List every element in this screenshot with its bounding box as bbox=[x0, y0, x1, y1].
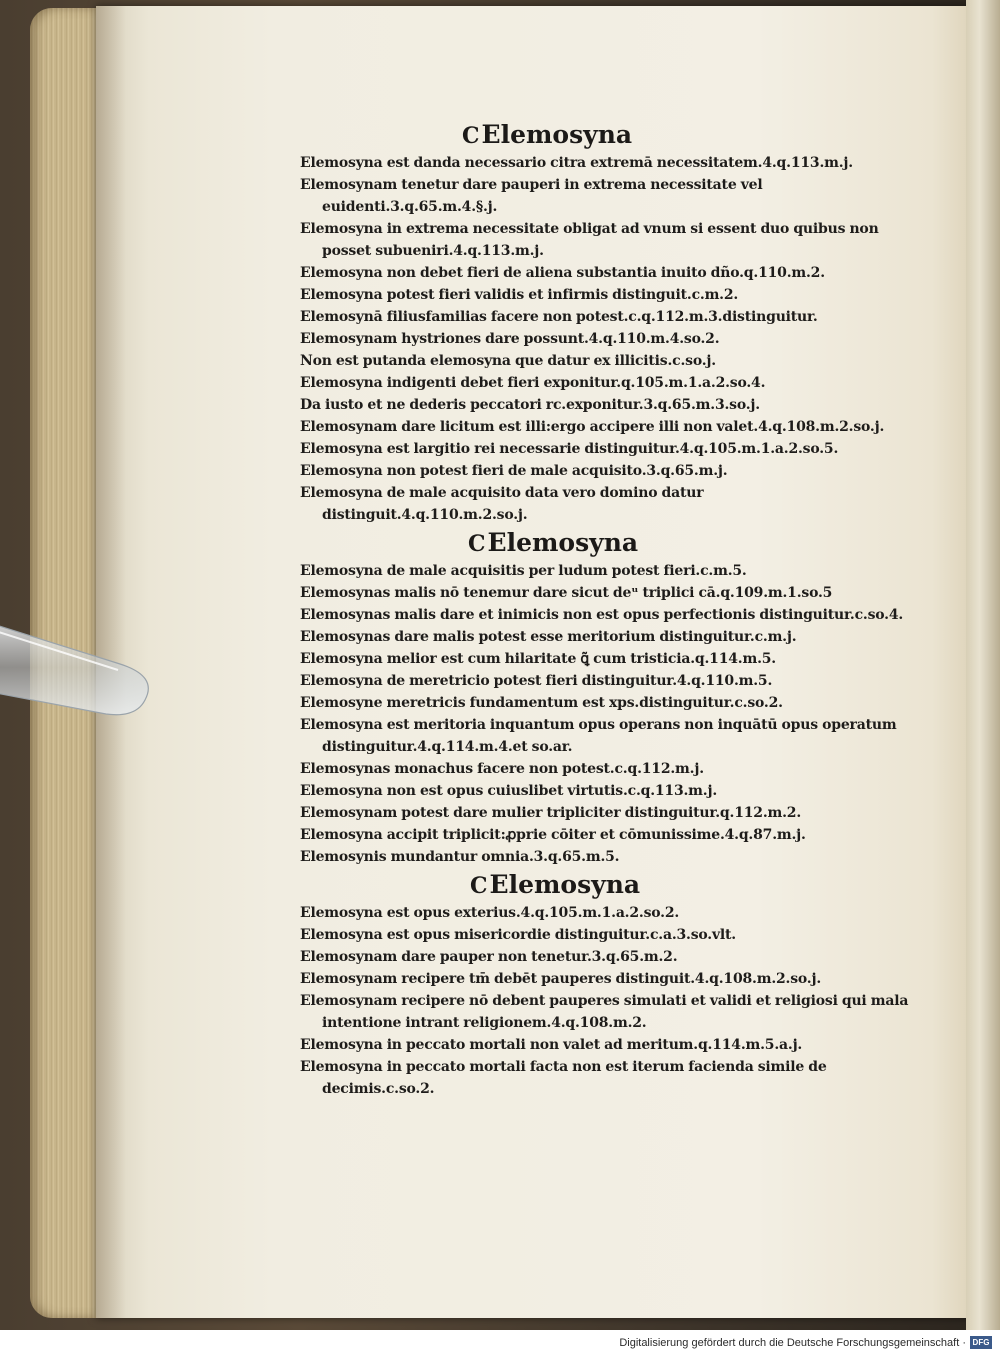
index-entry: Elemosyna non est opus cuiuslibet virtutis.c.q.113.m.j. bbox=[300, 783, 718, 799]
index-entry: Elemosynas malis dare et inimicis non est opus perfectionis distinguitur.c.so.4. bbox=[300, 607, 904, 623]
paragraph-mark: C bbox=[462, 123, 480, 149]
glass-bookmark bbox=[0, 620, 158, 720]
index-entry: Elemosynam recipere nō debent pauperes simulati et validi et religiosi qui mala intentione intrant religionem.4.q.108.m.2. bbox=[300, 993, 909, 1031]
index-entry: Elemosyna de meretricio potest fieri distinguitur.4.q.110.m.5. bbox=[300, 673, 773, 689]
index-entry: Elemosynam potest dare mulier tripliciter distinguitur.q.112.m.2. bbox=[300, 805, 801, 821]
index-entry: Elemosyna in peccato mortali facta non est iterum facienda simile de decimis.c.so.2. bbox=[300, 1059, 827, 1097]
section-heading-text: Elemosyna bbox=[481, 120, 633, 149]
index-entry: Elemosynam dare licitum est illi:ergo accipere illi non valet.4.q.108.m.2.so.j. bbox=[300, 419, 885, 435]
index-entry: Elemosyna accipit triplicit:ꝓprie cōiter et cōmunissime.4.q.87.m.j. bbox=[300, 827, 806, 843]
section-heading bbox=[300, 868, 912, 902]
index-entry: Elemosyna non debet fieri de aliena substantia inuito dño.q.110.m.2. bbox=[300, 265, 825, 281]
index-entry: Elemosyna est largitio rei necessarie distinguitur.4.q.105.m.1.a.2.so.5. bbox=[300, 441, 839, 457]
paragraph-mark: C bbox=[468, 531, 486, 557]
section-heading-text: Elemosyna bbox=[489, 870, 641, 899]
index-entry: Elemosyna non potest fieri de male acquisito.3.q.65.m.j. bbox=[300, 463, 728, 479]
opposite-page-edge bbox=[966, 0, 1000, 1330]
index-entry: Elemosynis mundantur omnia.3.q.65.m.5. bbox=[300, 849, 620, 865]
index-entry: Elemosynam hystriones dare possunt.4.q.110.m.4.so.2. bbox=[300, 331, 720, 347]
paragraph-mark: C bbox=[470, 873, 488, 899]
section-heading bbox=[300, 118, 912, 152]
index-entry: Elemosyna est meritoria inquantum opus operans non inquātū opus operatum distinguitur.4.q.114.m.4.et so.ar. bbox=[300, 717, 897, 755]
index-entry: Elemosyne meretricis fundamentum est xps.distinguitur.c.so.2. bbox=[300, 695, 783, 711]
index-entry: Elemosyna potest fieri validis et infirmis distinguit.c.m.2. bbox=[300, 287, 739, 303]
index-entry: Elemosynam dare pauper non tenetur.3.q.65.m.2. bbox=[300, 949, 678, 965]
index-entry: Elemosyna est opus exterius.4.q.105.m.1.a.2.so.2. bbox=[300, 905, 680, 921]
index-entry: Elemosyna in extrema necessitate obligat ad vnum si essent duo quibus non posset subueniri.4.q.113.m.j. bbox=[300, 221, 879, 259]
index-entry: Elemosyna indigenti debet fieri exponitur.q.105.m.1.a.2.so.4. bbox=[300, 375, 766, 391]
index-entry: Elemosynas dare malis potest esse meritorium distinguitur.c.m.j. bbox=[300, 629, 797, 645]
index-entry: Elemosynā filiusfamilias facere non potest.c.q.112.m.3.distinguitur. bbox=[300, 309, 818, 325]
index-entry: Elemosyna de male acquisito data vero domino datur distinguit.4.q.110.m.2.so.j. bbox=[300, 485, 704, 523]
index-entry: Elemosynas monachus facere non potest.c.q.112.m.j. bbox=[300, 761, 704, 777]
index-entry: Elemosynas malis nō tenemur dare sicut deᵘ triplici cā.q.109.m.1.so.5 bbox=[300, 585, 833, 601]
index-entry: Elemosyna in peccato mortali non valet ad meritum.q.114.m.5.a.j. bbox=[300, 1037, 803, 1053]
section-heading bbox=[300, 526, 912, 560]
index-entry: Elemosyna est danda necessario citra extremā necessitatem.4.q.113.m.j. bbox=[300, 155, 853, 171]
section-heading-text: Elemosyna bbox=[487, 528, 639, 557]
index-entry: Da iusto et ne dederis peccatori rc.exponitur.3.q.65.m.3.so.j. bbox=[300, 397, 760, 413]
index-entry: Elemosyna melior est cum hilaritate ꝗ͂ cum tristicia.q.114.m.5. bbox=[300, 651, 776, 667]
index-entry: Elemosynam tenetur dare pauperi in extrema necessitate vel euidenti.3.q.65.m.4.§.j. bbox=[300, 177, 763, 215]
index-entry: Non est putanda elemosyna que datur ex illicitis.c.so.j. bbox=[300, 353, 716, 369]
text-column bbox=[300, 118, 912, 1100]
dfg-logo: DFG bbox=[970, 1336, 992, 1349]
index-entry: Elemosynam recipere tm̄ debēt pauperes distinguit.4.q.108.m.2.so.j. bbox=[300, 971, 821, 987]
footer-credit: Digitalisierung gefördert durch die Deutsche Forschungsgemeinschaft · bbox=[619, 1337, 966, 1349]
index-entry: Elemosyna de male acquisitis per ludum potest fieri.c.m.5. bbox=[300, 563, 747, 579]
index-entry: Elemosyna est opus misericordie distinguitur.c.a.3.so.vlt. bbox=[300, 927, 736, 943]
